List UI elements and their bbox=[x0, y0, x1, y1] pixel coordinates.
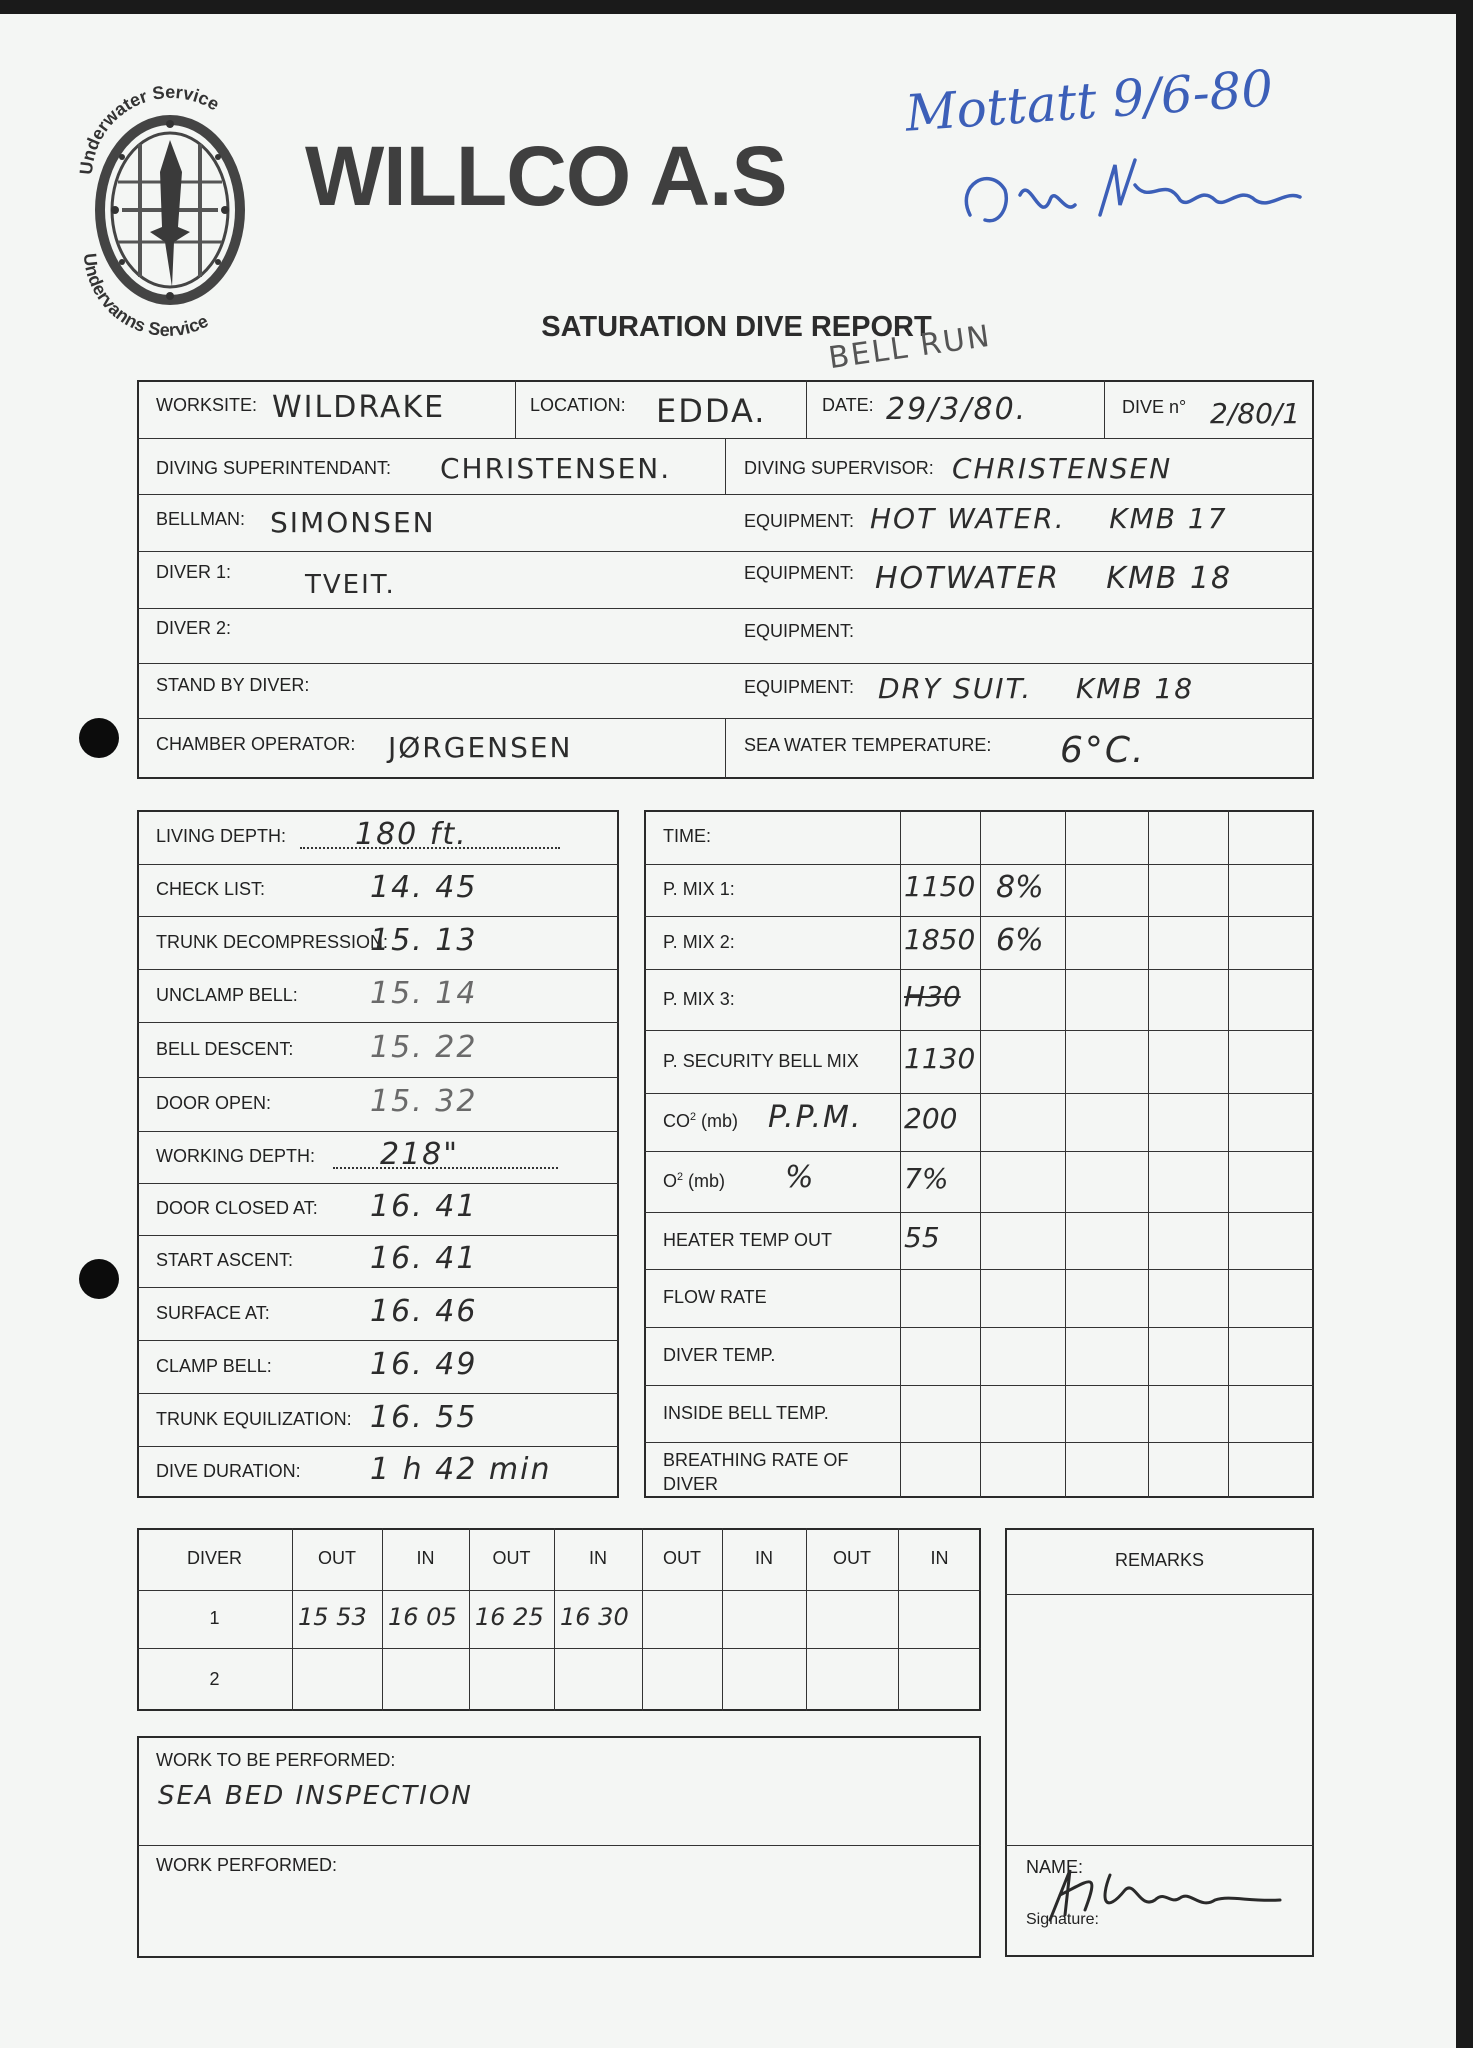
gas-value-1: 1150 bbox=[904, 870, 976, 903]
gas-label: FLOW RATE bbox=[663, 1287, 767, 1307]
log-header: OUT bbox=[833, 1548, 871, 1568]
times-label: BELL DESCENT: bbox=[156, 1039, 294, 1059]
gas-value-1: 55 bbox=[904, 1221, 940, 1254]
log-cell: 16 25 bbox=[475, 1603, 544, 1631]
location-value: EDDA. bbox=[656, 392, 767, 430]
logo-text-bottom: Undervanns Service bbox=[79, 252, 212, 337]
times-label: LIVING DEPTH: bbox=[156, 826, 287, 846]
log-cell: 16 05 bbox=[388, 1603, 457, 1631]
log-header: IN bbox=[755, 1548, 773, 1568]
diver2-label: DIVER 2: bbox=[156, 618, 232, 638]
chamber-operator-value: JØRGENSEN bbox=[388, 731, 573, 764]
log-header: OUT bbox=[663, 1548, 701, 1568]
times-value: 15. 22 bbox=[370, 1030, 478, 1065]
bell-run-note: BELL RUN bbox=[826, 318, 994, 377]
work-to-be-performed-label: WORK TO BE PERFORMED: bbox=[156, 1750, 396, 1770]
log-header: IN bbox=[930, 1548, 949, 1568]
times-label: DOOR OPEN: bbox=[156, 1093, 272, 1113]
times-value: 16. 41 bbox=[370, 1189, 478, 1224]
gas-label: BREATHING RATE OF DIVER bbox=[663, 1450, 849, 1494]
log-header: IN bbox=[416, 1548, 435, 1568]
seawater-temp-value: 6°C. bbox=[1060, 730, 1146, 771]
log-header: IN bbox=[589, 1548, 607, 1568]
worksite-label: WORKSITE: bbox=[156, 395, 258, 415]
gas-value-1: 200 bbox=[904, 1102, 958, 1135]
diver2-equipment-label: EQUIPMENT: bbox=[744, 621, 855, 641]
scan-edge-top bbox=[0, 0, 1473, 14]
gas-value-1: H30 bbox=[904, 980, 961, 1013]
log-cell: 16 30 bbox=[560, 1603, 629, 1631]
times-label: CLAMP BELL: bbox=[156, 1356, 272, 1376]
gas-label: P. MIX 1: bbox=[663, 879, 735, 899]
gas-value-2: 6% bbox=[996, 923, 1044, 958]
supervisor-value: CHRISTENSEN bbox=[952, 452, 1173, 485]
seawater-temp-label: SEA WATER TEMPERATURE: bbox=[744, 735, 992, 755]
gas-value-1: 7% bbox=[904, 1162, 949, 1195]
times-label: DOOR CLOSED AT: bbox=[156, 1198, 318, 1218]
worksite-value: WILDRAKE bbox=[272, 390, 446, 425]
date-label: DATE: bbox=[822, 395, 874, 415]
gas-note: P.P.M. bbox=[768, 1100, 863, 1135]
bellman-equipment-value: HOT WATER. KMB 17 bbox=[870, 502, 1228, 535]
supervisor-label: DIVING SUPERVISOR: bbox=[744, 458, 934, 478]
times-value: 14. 45 bbox=[370, 870, 478, 905]
gas-label: DIVER TEMP. bbox=[663, 1345, 776, 1365]
bellman-equipment-label: EQUIPMENT: bbox=[744, 511, 855, 531]
standby-label: STAND BY DIVER: bbox=[156, 675, 310, 695]
received-note: Mottatt 9/6-80 bbox=[903, 59, 1275, 143]
handwritten-signature-bottom bbox=[1030, 1860, 1290, 1930]
diver1-label: DIVER 1: bbox=[156, 562, 232, 582]
punch-hole bbox=[79, 718, 119, 758]
times-value: 16. 41 bbox=[370, 1241, 478, 1276]
times-label: START ASCENT: bbox=[156, 1250, 294, 1270]
times-label: UNCLAMP BELL: bbox=[156, 985, 298, 1005]
times-value: 1 h 42 min bbox=[370, 1452, 552, 1487]
date-value: 29/3/80. bbox=[886, 392, 1028, 427]
dive-number-label: DIVE n° bbox=[1122, 397, 1187, 417]
gas-table bbox=[644, 810, 1314, 1498]
gas-label: HEATER TEMP OUT bbox=[663, 1230, 833, 1250]
chamber-operator-label: CHAMBER OPERATOR: bbox=[156, 734, 356, 754]
times-value: 15. 14 bbox=[370, 976, 478, 1011]
times-label: DIVE DURATION: bbox=[156, 1461, 301, 1481]
log-cell: 1 bbox=[209, 1608, 220, 1628]
superintendant-value: CHRISTENSEN. bbox=[440, 452, 672, 485]
handwritten-signature-top bbox=[950, 145, 1320, 245]
standby-equipment-label: EQUIPMENT: bbox=[744, 677, 855, 697]
location-label: LOCATION: bbox=[530, 395, 626, 415]
gas-label: P. MIX 2: bbox=[663, 932, 735, 952]
punch-hole bbox=[79, 1259, 119, 1299]
gas-label: $O^2$ (mb) bbox=[663, 1171, 726, 1191]
name-label: NAME: bbox=[1026, 1857, 1084, 1877]
willco-logo bbox=[70, 82, 265, 337]
diver1-value: TVEIT. bbox=[305, 570, 396, 600]
bellman-label: BELLMAN: bbox=[156, 509, 246, 529]
signature-label: Signature: bbox=[1026, 1911, 1099, 1928]
times-label: WORKING DEPTH: bbox=[156, 1146, 316, 1166]
log-header: DIVER bbox=[186, 1548, 242, 1568]
gas-note: % bbox=[785, 1160, 816, 1195]
bellman-value: SIMONSEN bbox=[270, 506, 436, 539]
times-value: 218" bbox=[380, 1137, 460, 1172]
standby-equipment-value: DRY SUIT. KMB 18 bbox=[878, 672, 1195, 705]
times-value: 16. 49 bbox=[370, 1347, 478, 1382]
scan-edge-right bbox=[1456, 0, 1473, 2048]
log-cell: 2 bbox=[209, 1668, 220, 1689]
gas-label: INSIDE BELL TEMP. bbox=[663, 1403, 829, 1423]
times-label: TRUNK EQUILIZATION: bbox=[156, 1409, 352, 1429]
times-label: TRUNK DECOMPRESSION: bbox=[156, 932, 389, 952]
log-cell: 15 53 bbox=[298, 1603, 367, 1631]
diver1-equipment-value: HOTWATER KMB 18 bbox=[875, 561, 1233, 596]
dive-number-value: 2/80/1 bbox=[1210, 397, 1301, 430]
logo-text-top: Underwater Service bbox=[75, 82, 223, 176]
times-value: 16. 55 bbox=[370, 1400, 478, 1435]
times-value: 180 ft. bbox=[355, 817, 468, 852]
superintendant-label: DIVING SUPERINTENDANT: bbox=[156, 458, 392, 478]
diver1-equipment-label: EQUIPMENT: bbox=[744, 563, 855, 583]
gas-label: $CO^2$ (mb) bbox=[663, 1111, 739, 1131]
gas-value-2: 8% bbox=[996, 870, 1044, 905]
log-header: OUT bbox=[318, 1548, 356, 1568]
report-title: SATURATION DIVE REPORT bbox=[541, 311, 932, 343]
times-value: 15. 32 bbox=[370, 1084, 478, 1119]
work-performed-label: WORK PERFORMED: bbox=[156, 1855, 338, 1875]
times-label: SURFACE AT: bbox=[156, 1303, 270, 1323]
gas-label: P. MIX 3: bbox=[663, 989, 735, 1009]
remarks-label: REMARKS bbox=[1114, 1550, 1204, 1570]
company-name: WILLCO A.S bbox=[305, 129, 787, 223]
gas-label: P. SECURITY BELL MIX bbox=[663, 1051, 859, 1071]
gas-label: TIME: bbox=[663, 826, 711, 846]
gas-value-1: 1850 bbox=[904, 923, 976, 956]
gas-value-1: 1130 bbox=[904, 1042, 976, 1075]
times-value: 16. 46 bbox=[370, 1294, 478, 1329]
work-to-be-performed-value: SEA BED INSPECTION bbox=[158, 1781, 473, 1811]
times-value: 15. 13 bbox=[370, 923, 478, 958]
log-header: OUT bbox=[492, 1548, 531, 1568]
times-label: CHECK LIST: bbox=[156, 879, 266, 899]
